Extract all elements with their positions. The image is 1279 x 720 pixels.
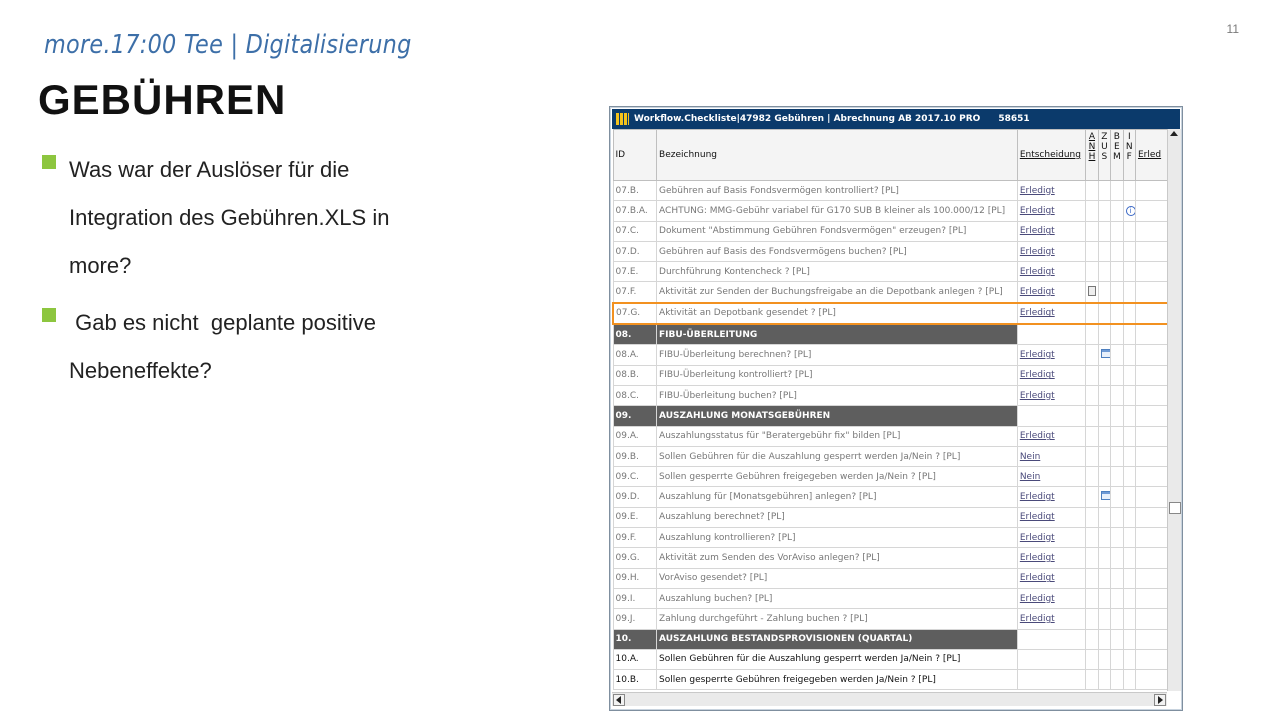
table-row[interactable]: [613, 649, 1167, 669]
bem-cell[interactable]: [1111, 670, 1123, 690]
empty-cell: [1086, 629, 1098, 649]
table-row[interactable]: [613, 487, 1167, 507]
row-id: 07.B.: [613, 181, 657, 201]
empty-cell: [1017, 406, 1085, 426]
row-id: 07.E.: [613, 262, 657, 282]
row-entscheidung[interactable]: Erledigt: [1017, 487, 1085, 507]
scroll-right-icon[interactable]: [1154, 694, 1166, 706]
table-row[interactable]: [613, 385, 1167, 405]
anh-cell[interactable]: [1086, 262, 1098, 282]
anh-cell[interactable]: [1086, 385, 1098, 405]
zus-cell[interactable]: [1098, 201, 1110, 221]
scroll-up-icon[interactable]: [1170, 131, 1178, 136]
table-row[interactable]: [613, 548, 1167, 568]
zus-cell[interactable]: [1098, 467, 1110, 487]
bem-cell[interactable]: [1111, 446, 1123, 466]
bullet-list: [42, 146, 442, 404]
empty-cell: [1135, 324, 1167, 345]
table-row[interactable]: [613, 446, 1167, 466]
calendar-icon[interactable]: [1101, 349, 1111, 358]
row-id: 08.C.: [613, 385, 657, 405]
erledigt-cell[interactable]: [1135, 385, 1167, 405]
row-entscheidung[interactable]: Erledigt: [1017, 507, 1085, 527]
row-id: 09.H.: [613, 568, 657, 588]
erledigt-cell[interactable]: [1135, 241, 1167, 261]
empty-cell: [1111, 406, 1123, 426]
row-bezeichnung: Sollen Gebühren für die Auszahlung gesperrt werden Ja/Nein ? [PL]: [657, 446, 1018, 466]
row-id: 09.A.: [613, 426, 657, 446]
row-entscheidung[interactable]: Erledigt: [1017, 588, 1085, 608]
row-bezeichnung: Auszahlung für [Monatsgebühren] anlegen? [PL]: [657, 487, 1018, 507]
section-row[interactable]: [613, 406, 1167, 426]
table-row[interactable]: [613, 568, 1167, 588]
checklist-grid: [612, 129, 1167, 691]
row-id: 08.A.: [613, 345, 657, 365]
anh-cell[interactable]: [1086, 365, 1098, 385]
empty-cell: [1098, 324, 1110, 345]
empty-cell: [1111, 324, 1123, 345]
inf-cell[interactable]: [1123, 385, 1135, 405]
row-bezeichnung: Auszahlungsstatus für "Beratergebühr fix" bilden [PL]: [657, 426, 1018, 446]
row-bezeichnung: Auszahlung buchen? [PL]: [657, 588, 1018, 608]
zus-cell[interactable]: [1098, 446, 1110, 466]
zus-cell[interactable]: [1098, 385, 1110, 405]
table-row[interactable]: [613, 181, 1167, 201]
anh-cell[interactable]: [1086, 282, 1098, 303]
row-id: 09.E.: [613, 507, 657, 527]
empty-cell: [1086, 406, 1098, 426]
table-row-selected[interactable]: [613, 303, 1167, 324]
inf-cell[interactable]: [1123, 365, 1135, 385]
inf-cell[interactable]: [1123, 201, 1135, 221]
zus-cell[interactable]: [1098, 528, 1110, 548]
anh-cell[interactable]: [1086, 670, 1098, 690]
row-bezeichnung: Gebühren auf Basis des Fondsvermögens buchen? [PL]: [657, 241, 1018, 261]
row-entscheidung[interactable]: Erledigt: [1017, 345, 1085, 365]
col-header-bezeichnung[interactable]: Bezeichnung: [657, 130, 1018, 181]
empty-cell: [1086, 324, 1098, 345]
bullet-square-icon: [42, 155, 56, 169]
row-id: 09.C.: [613, 467, 657, 487]
row-id: 09.J.: [613, 609, 657, 629]
zus-cell[interactable]: [1098, 670, 1110, 690]
row-id: 09.I.: [613, 588, 657, 608]
zus-cell[interactable]: [1098, 487, 1110, 507]
inf-cell[interactable]: [1123, 345, 1135, 365]
anh-cell[interactable]: [1086, 241, 1098, 261]
inf-cell[interactable]: [1123, 426, 1135, 446]
row-bezeichnung: ACHTUNG: MMG-Gebühr variabel für G170 SUB B kleiner als 100.000/12 [PL]: [657, 201, 1018, 221]
anh-cell[interactable]: [1086, 649, 1098, 669]
table-row[interactable]: [613, 365, 1167, 385]
bem-cell[interactable]: [1111, 426, 1123, 446]
bem-cell[interactable]: [1111, 385, 1123, 405]
row-entscheidung[interactable]: Erledigt: [1017, 303, 1085, 324]
window-number: 58651: [998, 114, 1030, 124]
anh-cell[interactable]: [1086, 426, 1098, 446]
row-bezeichnung: FIBU-Überleitung kontrolliert? [PL]: [657, 365, 1018, 385]
row-bezeichnung: Sollen Gebühren für die Auszahlung gesperrt werden Ja/Nein ? [PL]: [657, 649, 1018, 669]
table-body: [613, 181, 1167, 690]
bem-cell[interactable]: [1111, 528, 1123, 548]
erledigt-cell[interactable]: [1135, 568, 1167, 588]
row-bezeichnung: VorAviso gesendet? [PL]: [657, 568, 1018, 588]
inf-cell[interactable]: [1123, 649, 1135, 669]
empty-cell: [1123, 629, 1135, 649]
row-entscheidung[interactable]: Erledigt: [1017, 221, 1085, 241]
row-entscheidung[interactable]: Erledigt: [1017, 181, 1085, 201]
page-number: 11: [1226, 22, 1239, 36]
zus-cell[interactable]: [1098, 568, 1110, 588]
empty-cell: [1135, 406, 1167, 426]
zus-cell[interactable]: [1098, 221, 1110, 241]
inf-cell[interactable]: [1123, 181, 1135, 201]
slide-subtitle: more.17:00 Tee | Digitalisierung: [44, 30, 412, 60]
zus-cell[interactable]: [1098, 282, 1110, 303]
bem-cell[interactable]: [1111, 507, 1123, 527]
row-entscheidung[interactable]: Erledigt: [1017, 282, 1085, 303]
row-bezeichnung: Aktivität zur Senden der Buchungsfreigabe an die Depotbank anlegen ? [PL]: [657, 282, 1018, 303]
document-icon[interactable]: [1088, 286, 1096, 296]
row-bezeichnung: FIBU-Überleitung buchen? [PL]: [657, 385, 1018, 405]
bem-cell[interactable]: [1111, 282, 1123, 303]
row-entscheidung[interactable]: Erledigt: [1017, 385, 1085, 405]
row-entscheidung[interactable]: [1017, 670, 1085, 690]
bem-cell[interactable]: [1111, 588, 1123, 608]
window-titlebar: [612, 109, 1180, 129]
row-entscheidung[interactable]: Erledigt: [1017, 426, 1085, 446]
erledigt-cell[interactable]: [1135, 262, 1167, 282]
row-bezeichnung: Durchführung Kontencheck ? [PL]: [657, 262, 1018, 282]
anh-cell[interactable]: [1086, 487, 1098, 507]
anh-cell[interactable]: [1086, 467, 1098, 487]
erledigt-cell[interactable]: [1135, 649, 1167, 669]
erledigt-cell[interactable]: [1135, 345, 1167, 365]
bullet-item: [42, 146, 442, 290]
section-row[interactable]: [613, 629, 1167, 649]
col-header-entscheidung[interactable]: Entscheidung: [1017, 130, 1085, 181]
col-header-inf[interactable]: I N F: [1123, 130, 1135, 181]
vertical-scrollbar[interactable]: [1167, 129, 1181, 691]
window-title: Workflow.Checkliste|47982 Gebühren | Abrechnung AB 2017.10 PRO: [634, 114, 981, 124]
row-bezeichnung: Gebühren auf Basis Fondsvermögen kontrolliert? [PL]: [657, 181, 1018, 201]
zus-cell[interactable]: [1098, 303, 1110, 324]
row-id: 09.F.: [613, 528, 657, 548]
empty-cell: [1017, 324, 1085, 345]
inf-cell[interactable]: [1123, 467, 1135, 487]
col-header-zus[interactable]: Z U S: [1098, 130, 1110, 181]
scroll-thumb[interactable]: [1169, 502, 1181, 514]
bem-cell[interactable]: [1111, 548, 1123, 568]
erledigt-cell[interactable]: [1135, 487, 1167, 507]
col-header-erledigt[interactable]: Erled: [1135, 130, 1167, 181]
table-row[interactable]: [613, 262, 1167, 282]
table-row[interactable]: [613, 282, 1167, 303]
app-grid-icon: [616, 113, 629, 125]
inf-cell[interactable]: [1123, 528, 1135, 548]
anh-cell[interactable]: [1086, 528, 1098, 548]
anh-cell[interactable]: [1086, 507, 1098, 527]
table-header-row: [613, 130, 1167, 181]
row-entscheidung[interactable]: Erledigt: [1017, 609, 1085, 629]
zus-cell[interactable]: [1098, 649, 1110, 669]
zus-cell[interactable]: [1098, 426, 1110, 446]
table-row[interactable]: [613, 507, 1167, 527]
table-row[interactable]: [613, 221, 1167, 241]
erledigt-cell[interactable]: [1135, 609, 1167, 629]
row-id: 07.C.: [613, 221, 657, 241]
row-bezeichnung: Sollen gesperrte Gebühren freigegeben werden Ja/Nein ? [PL]: [657, 670, 1018, 690]
erledigt-cell[interactable]: [1135, 365, 1167, 385]
anh-cell[interactable]: [1086, 568, 1098, 588]
bem-cell[interactable]: [1111, 467, 1123, 487]
inf-cell[interactable]: [1123, 568, 1135, 588]
bullet-square-icon: [42, 308, 56, 322]
erledigt-cell[interactable]: [1135, 303, 1167, 324]
row-bezeichnung: FIBU-Überleitung berechnen? [PL]: [657, 345, 1018, 365]
bem-cell[interactable]: [1111, 487, 1123, 507]
checklist-table: [612, 129, 1167, 690]
row-bezeichnung: Aktivität zum Senden des VorAviso anlegen? [PL]: [657, 548, 1018, 568]
zus-cell[interactable]: [1098, 241, 1110, 261]
row-entscheidung[interactable]: Nein: [1017, 446, 1085, 466]
section-id: 10.: [613, 629, 657, 649]
row-id: 09.G.: [613, 548, 657, 568]
row-id: 09.B.: [613, 446, 657, 466]
bem-cell[interactable]: [1111, 609, 1123, 629]
row-bezeichnung: Auszahlung kontrollieren? [PL]: [657, 528, 1018, 548]
row-id: 10.A.: [613, 649, 657, 669]
calendar-icon[interactable]: [1101, 491, 1111, 500]
info-icon[interactable]: i: [1126, 206, 1136, 216]
bem-cell[interactable]: [1111, 201, 1123, 221]
erledigt-cell[interactable]: [1135, 670, 1167, 690]
zus-cell[interactable]: [1098, 262, 1110, 282]
bem-cell[interactable]: [1111, 649, 1123, 669]
bem-cell[interactable]: [1111, 181, 1123, 201]
checklist-window-screenshot: [609, 106, 1183, 711]
bullet-text: Gab es nicht geplante positive Nebeneffekte?: [69, 310, 383, 383]
zus-cell[interactable]: [1098, 507, 1110, 527]
table-row[interactable]: [613, 241, 1167, 261]
section-row[interactable]: [613, 324, 1167, 345]
row-entscheidung[interactable]: Erledigt: [1017, 548, 1085, 568]
anh-cell[interactable]: [1086, 588, 1098, 608]
scroll-left-icon[interactable]: [613, 694, 625, 706]
table-row[interactable]: [613, 670, 1167, 690]
erledigt-cell[interactable]: [1135, 528, 1167, 548]
zus-cell[interactable]: [1098, 548, 1110, 568]
inf-cell[interactable]: [1123, 507, 1135, 527]
row-entscheidung[interactable]: Erledigt: [1017, 568, 1085, 588]
erledigt-cell[interactable]: [1135, 467, 1167, 487]
inf-cell[interactable]: [1123, 221, 1135, 241]
empty-cell: [1135, 629, 1167, 649]
bem-cell[interactable]: [1111, 303, 1123, 324]
table-row[interactable]: [613, 426, 1167, 446]
bem-cell[interactable]: [1111, 221, 1123, 241]
table-row[interactable]: [613, 467, 1167, 487]
empty-cell: [1123, 406, 1135, 426]
row-id: 07.D.: [613, 241, 657, 261]
bem-cell[interactable]: [1111, 241, 1123, 261]
row-id: 07.B.A.: [613, 201, 657, 221]
table-row[interactable]: [613, 528, 1167, 548]
empty-cell: [1098, 406, 1110, 426]
col-header-anh[interactable]: A N H: [1086, 130, 1098, 181]
inf-cell[interactable]: [1123, 670, 1135, 690]
erledigt-cell[interactable]: [1135, 282, 1167, 303]
section-id: 09.: [613, 406, 657, 426]
row-entscheidung[interactable]: Erledigt: [1017, 365, 1085, 385]
zus-cell[interactable]: [1098, 609, 1110, 629]
bem-cell[interactable]: [1111, 568, 1123, 588]
section-title: FIBU-ÜBERLEITUNG: [657, 324, 1018, 345]
row-id: 08.B.: [613, 365, 657, 385]
table-row[interactable]: [613, 345, 1167, 365]
row-id: 07.G.: [613, 303, 657, 324]
row-id: 10.B.: [613, 670, 657, 690]
erledigt-cell[interactable]: [1135, 201, 1167, 221]
zus-cell[interactable]: [1098, 588, 1110, 608]
section-title: AUSZAHLUNG BESTANDSPROVISIONEN (QUARTAL): [657, 629, 1018, 649]
erledigt-cell[interactable]: [1135, 221, 1167, 241]
inf-cell[interactable]: [1123, 282, 1135, 303]
bem-cell[interactable]: [1111, 262, 1123, 282]
row-bezeichnung: Dokument "Abstimmung Gebühren Fondsvermögen" erzeugen? [PL]: [657, 221, 1018, 241]
empty-cell: [1017, 629, 1085, 649]
inf-cell[interactable]: [1123, 588, 1135, 608]
inf-cell[interactable]: [1123, 241, 1135, 261]
anh-cell[interactable]: [1086, 609, 1098, 629]
bullet-text: Was war der Auslöser für die Integration des Gebühren.XLS in more?: [69, 157, 390, 278]
anh-cell[interactable]: [1086, 201, 1098, 221]
empty-cell: [1111, 629, 1123, 649]
inf-cell[interactable]: [1123, 548, 1135, 568]
inf-cell[interactable]: [1123, 262, 1135, 282]
row-id: 07.F.: [613, 282, 657, 303]
row-entscheidung[interactable]: Erledigt: [1017, 262, 1085, 282]
erledigt-cell[interactable]: [1135, 426, 1167, 446]
zus-cell[interactable]: [1098, 365, 1110, 385]
erledigt-cell[interactable]: [1135, 507, 1167, 527]
inf-cell[interactable]: [1123, 487, 1135, 507]
slide-title: GEBÜHREN: [38, 76, 287, 123]
inf-cell[interactable]: [1123, 446, 1135, 466]
row-entscheidung[interactable]: [1017, 649, 1085, 669]
row-bezeichnung: Zahlung durchgeführt - Zahlung buchen ? [PL]: [657, 609, 1018, 629]
col-header-bem[interactable]: B E M: [1111, 130, 1123, 181]
row-entscheidung[interactable]: Erledigt: [1017, 201, 1085, 221]
empty-cell: [1123, 324, 1135, 345]
section-title: AUSZAHLUNG MONATSGEBÜHREN: [657, 406, 1018, 426]
zus-cell[interactable]: [1098, 345, 1110, 365]
row-entscheidung[interactable]: Erledigt: [1017, 528, 1085, 548]
col-header-id[interactable]: ID: [613, 130, 657, 181]
bem-cell[interactable]: [1111, 365, 1123, 385]
erledigt-cell[interactable]: [1135, 181, 1167, 201]
erledigt-cell[interactable]: [1135, 548, 1167, 568]
anh-cell[interactable]: [1086, 345, 1098, 365]
anh-cell[interactable]: [1086, 446, 1098, 466]
row-entscheidung[interactable]: Nein: [1017, 467, 1085, 487]
bem-cell[interactable]: [1111, 345, 1123, 365]
row-id: 09.D.: [613, 487, 657, 507]
row-entscheidung[interactable]: Erledigt: [1017, 241, 1085, 261]
inf-cell[interactable]: [1123, 303, 1135, 324]
table-row[interactable]: [613, 201, 1167, 221]
table-row[interactable]: [613, 588, 1167, 608]
row-bezeichnung: Aktivität an Depotbank gesendet ? [PL]: [657, 303, 1018, 324]
anh-cell[interactable]: [1086, 181, 1098, 201]
anh-cell[interactable]: [1086, 221, 1098, 241]
horizontal-scrollbar[interactable]: [612, 692, 1167, 706]
anh-cell[interactable]: [1086, 548, 1098, 568]
bullet-item: [42, 299, 442, 395]
row-bezeichnung: Auszahlung berechnet? [PL]: [657, 507, 1018, 527]
row-bezeichnung: Sollen gesperrte Gebühren freigegeben werden Ja/Nein ? [PL]: [657, 467, 1018, 487]
anh-cell[interactable]: [1086, 303, 1098, 324]
inf-cell[interactable]: [1123, 609, 1135, 629]
erledigt-cell[interactable]: [1135, 588, 1167, 608]
empty-cell: [1098, 629, 1110, 649]
table-row[interactable]: [613, 609, 1167, 629]
zus-cell[interactable]: [1098, 181, 1110, 201]
erledigt-cell[interactable]: [1135, 446, 1167, 466]
section-id: 08.: [613, 324, 657, 345]
